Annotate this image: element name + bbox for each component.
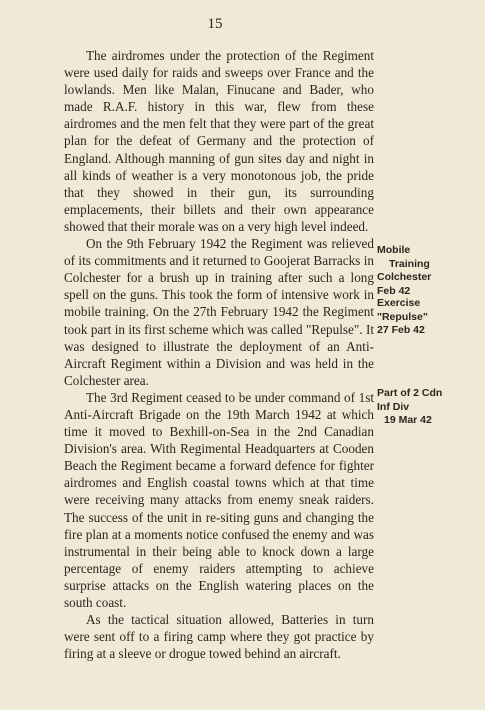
margin-note-line: Part of 2 Cdn [377, 387, 443, 399]
margin-note-line: Mobile [377, 244, 411, 256]
margin-note-line: Feb 42 [377, 284, 411, 297]
paragraph: On the 9th February 1942 the Regiment was relieved of its commitments and it returned to Goojerat Barracks in Colchester for a brush up in training after such a long spell on the guns. This took the form of intensive work in mobile training. On the 27th February 1942 the Regiment took part in its first scheme which was called "Repulse". It was designed to illustrate the deployment of an Anti-Aircraft Regiment within a Division and was held in the Colchester area. [64, 236, 374, 388]
margin-note-cdn-inf-div [377, 387, 455, 428]
paragraph: The 3rd Regiment ceased to be under command of 1st Anti-Aircraft Brigade on the 19th March 1942 at which time it moved to Bexhill-on-Sea in the 2nd Canadian Division's area. With Regimental Headquarters at Cooden Beach the Regiment became a forward defence for fighter airdromes and English coastal towns which at that time were receiving many attacks from enemy sneak raiders. The success of the unit in re-siting guns and changing the fire plan at a moments notice confused the enemy and was instrumental in their being able to knock down a large percentage of enemy raiders attempting to achieve surprise attacks on the English watering places on the south coast. [64, 389, 374, 610]
margin-note-line: 19 Mar 42 [384, 414, 432, 426]
margin-note-line: Inf Div [377, 400, 410, 413]
margin-note-line: Colchester [377, 271, 432, 283]
margin-note-line: Exercise [377, 297, 421, 309]
paragraph: As the tactical situation allowed, Batteries in turn were sent off to a firing camp where they got practice by firing at a sleeve or drogue towed behind an aircraft. [64, 612, 374, 662]
margin-note-line: "Repulse" [377, 310, 428, 323]
margin-note-line: Training [389, 257, 430, 270]
paragraph: The airdromes under the protection of the Regiment were used daily for raids and sweeps over France and the lowlands. Men like Malan, Finucane and Bader, who made R.A.F. history in this war, flew from these airdromes and the men felt that they were part of the great plan for the defeat of Germany and the protection of England. Although manning of gun sites day and night in all kinds of weather is a very monotonous job, the pride that they showed in their gun, its surrounding emplacements, their billets and their own appearance showed that their morale was on a very high level indeed. [64, 48, 374, 234]
margin-note-mobile-training [377, 244, 455, 298]
margin-note-line: 27 Feb 42 [377, 324, 425, 336]
margin-note-exercise-repulse [377, 297, 455, 338]
page-number: 15 [207, 16, 223, 32]
body-text [64, 47, 374, 662]
